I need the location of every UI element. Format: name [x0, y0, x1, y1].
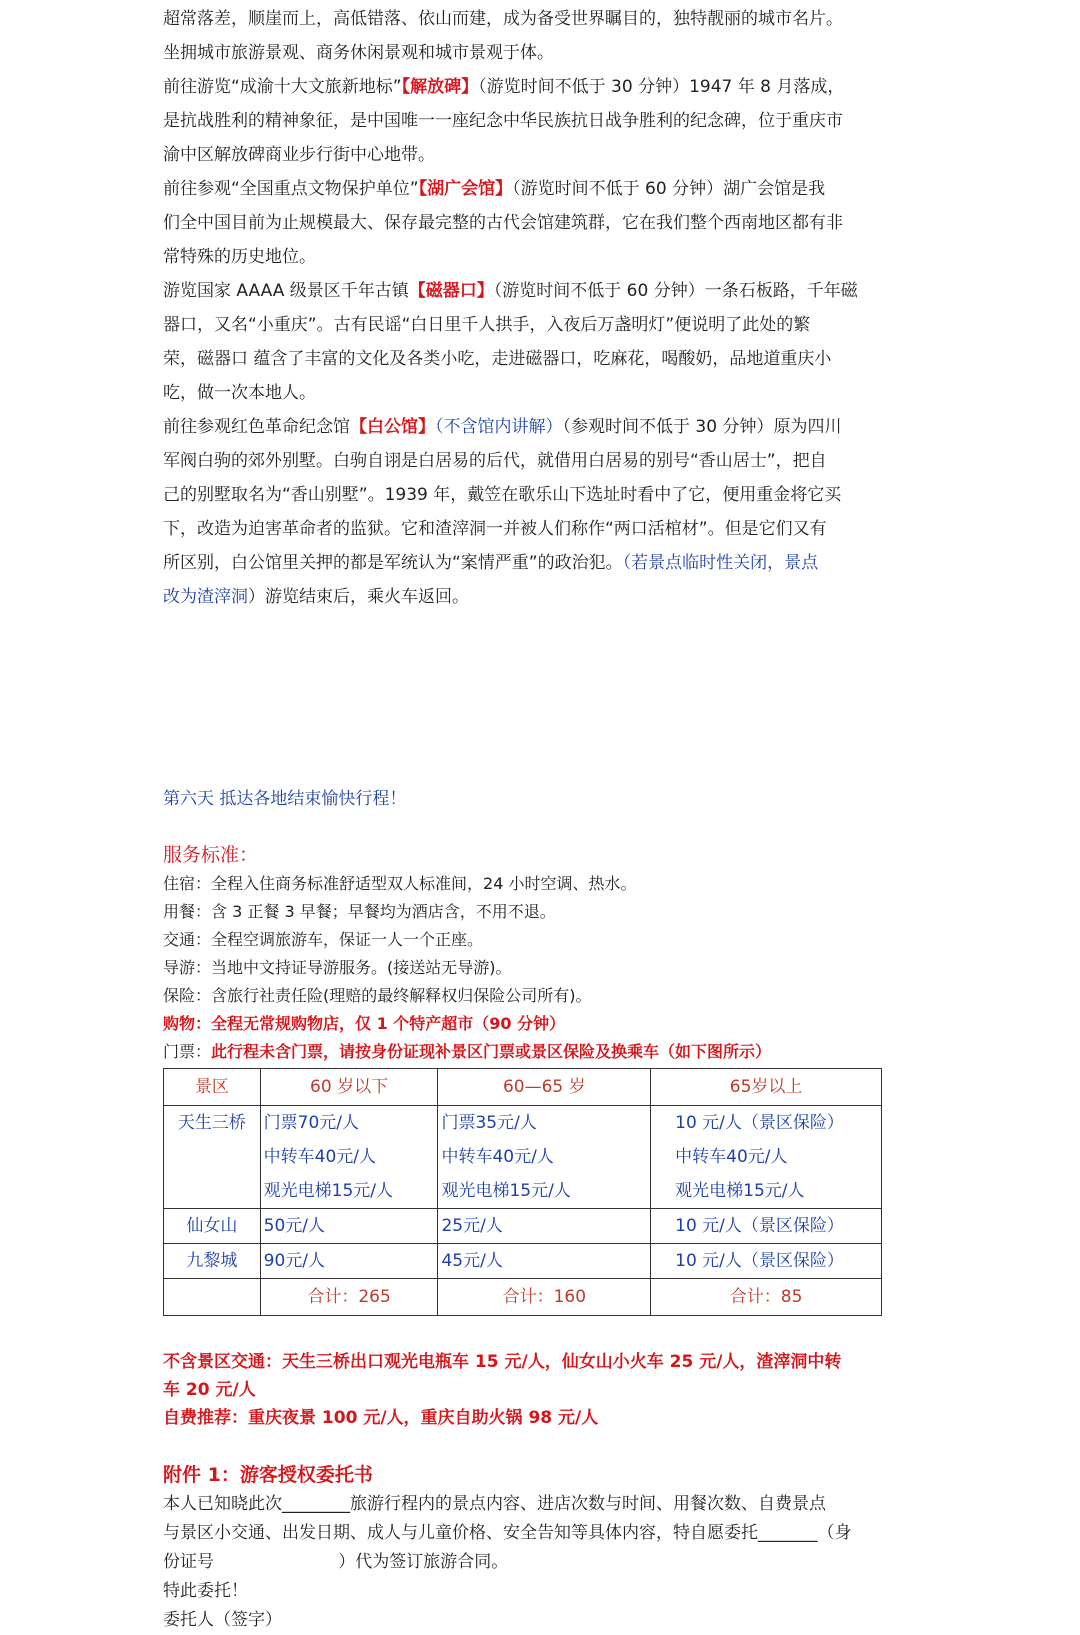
header-over-65: 65岁以上 [651, 1069, 882, 1106]
service-value: 含 3 正餐 3 早餐；早餐均为酒店含，不用不退。 [211, 902, 556, 921]
service-key: 保险： [163, 986, 212, 1005]
table-cell: 10 元/人（景区保险） [651, 1244, 882, 1279]
traffic-line-2: 车 20 元/人 [163, 1380, 256, 1400]
text-span: （参观时间不低于 30 分钟）原为四川 [562, 417, 842, 437]
table-total-row [164, 1279, 882, 1316]
day6-heading: 第六天 抵达各地结束愉快行程！ [163, 789, 407, 809]
annex-line: 份证号 ）代为签订旅游合同。 [163, 1552, 509, 1572]
cell-line: 门票35元/人 [441, 1113, 537, 1133]
table-row [164, 1209, 882, 1244]
ticket-note: 此行程未含门票，请按身份证现补景区门票或景区保险及换乘车（如下图所示） [211, 1042, 772, 1061]
header-site: 景区 [164, 1069, 261, 1106]
annex-body [163, 1490, 923, 1635]
service-value: 全程入住商务标准舒适型双人标准间，24 小时空调、热水。 [211, 874, 637, 893]
paragraph-baigongguan [163, 410, 923, 614]
text-span: （游览时间不低于 60 分钟）湖广会馆是我 [512, 179, 826, 199]
site-jiulicheng: 九黎城 [164, 1244, 261, 1279]
site-tianshengsanqiao: 天生三桥 [164, 1106, 261, 1209]
recommend-line: 自费推荐：重庆夜景 100 元/人，重庆自助火锅 98 元/人 [163, 1408, 599, 1428]
text-line [163, 172, 923, 206]
total-under-60: 合计：265 [260, 1279, 438, 1316]
cell-line: 门票70元/人 [263, 1113, 360, 1133]
text-line: 是抗战胜利的精神象征，是中国唯一一座纪念中华民族抗日战争胜利的纪念碑，位于重庆市 [163, 111, 843, 131]
ticket-line [163, 1038, 923, 1066]
total-over-65: 合计：85 [651, 1279, 882, 1316]
cell-line: 10 元/人（景区保险） [675, 1113, 844, 1133]
table-row [164, 1244, 882, 1279]
paragraph-huguang [163, 172, 923, 274]
text-line [163, 410, 923, 444]
annex-section [163, 1460, 923, 1635]
text-line: 荣，磁器口 蕴含了丰富的文化及各类小吃，走进磁器口，吃麻花，喝酸奶，品地道重庆小 [163, 349, 832, 369]
cell-line: 观光电梯15元/人 [263, 1181, 394, 1201]
spot-name-jiefangbei: 【解放碑】 [401, 77, 479, 97]
cell-line: 观光电梯15元/人 [441, 1181, 571, 1201]
cell-line: 观光电梯15元/人 [675, 1181, 805, 1201]
text-line [163, 546, 923, 580]
service-key: 导游： [163, 958, 212, 977]
text-line [163, 580, 923, 614]
text-line: 渝中区解放碑商业步行街中心地带。 [163, 145, 435, 165]
service-value: 含旅行社责任险(理赔的最终解释权归保险公司所有)。 [211, 986, 592, 1005]
site-xiannvshan: 仙女山 [164, 1209, 261, 1244]
fees-table [163, 1068, 882, 1316]
intro-section [163, 2, 923, 614]
text-line [163, 274, 923, 308]
spot-name-ciqikou: 【磁器口】 [408, 281, 494, 301]
service-section [163, 840, 923, 1066]
table-header-row [164, 1069, 882, 1106]
annex-signature-line: 委托人（签字） [163, 1610, 282, 1630]
extra-section [163, 1348, 923, 1432]
table-cell-empty [164, 1279, 261, 1316]
spot-name-baigongguan: 【白公馆】 [350, 417, 435, 437]
service-key: 住宿： [163, 874, 212, 893]
service-item [163, 870, 923, 898]
service-title: 服务标准： [163, 844, 259, 866]
table-cell: 50元/人 [260, 1209, 438, 1244]
table-cell: 25元/人 [438, 1209, 651, 1244]
table-cell: 90元/人 [260, 1244, 438, 1279]
text-span: （游览时间不低于 30 分钟）1947 年 8 月落成， [478, 77, 845, 97]
cell-line: 中转车40元/人 [263, 1147, 377, 1167]
table-cell [260, 1106, 438, 1209]
service-item [163, 954, 923, 982]
text-line: 超常落差，顺崖而上，高低错落、依山而建，成为备受世界瞩目的，独特靓丽的城市名片。 [163, 9, 843, 29]
text-line: 坐拥城市旅游景观、商务休闲景观和城市景观于体。 [163, 43, 554, 63]
spot-name-huguang: 【湖广会馆】 [418, 179, 513, 199]
service-value: 全程空调旅游车，保证一人一个正座。 [211, 930, 484, 949]
service-key: 用餐： [163, 902, 212, 921]
note-closure-end: 改为渣滓洞 [163, 587, 248, 607]
note-closure: （若景点临时性关闭，景点 [622, 553, 819, 573]
traffic-line: 不含景区交通：天生三桥出口观光电瓶车 15 元/人，仙女山小火车 25 元/人，渣滓洞中转 [163, 1352, 842, 1372]
text-line: 吃，做一次本地人。 [163, 383, 316, 403]
header-60-65: 60—65 岁 [438, 1069, 651, 1106]
text-span: （游览时间不低于 60 分钟）一条石板路，千年磁 [493, 281, 858, 301]
paragraph-jiefangbei [163, 70, 923, 172]
text-span: ）游览结束后，乘火车返回。 [248, 587, 469, 607]
text-span: 前往参观红色革命纪念馆 [163, 417, 350, 437]
note-no-guide: （不含馆内讲解） [435, 417, 563, 437]
paragraph-city-card [163, 2, 923, 70]
service-item [163, 926, 923, 954]
service-item [163, 982, 923, 1010]
service-item [163, 898, 923, 926]
table-cell [438, 1106, 651, 1209]
text-line: 们全中国目前为止规模最大、保存最完整的古代会馆建筑群，它在我们整个西南地区都有非 [163, 213, 843, 233]
service-key: 交通： [163, 930, 212, 949]
paragraph-ciqikou [163, 274, 923, 410]
total-60-65: 合计：160 [438, 1279, 651, 1316]
shopping-line: 购物：全程无常规购物店，仅 1 个特产超市（90 分钟） [163, 1014, 566, 1033]
text-line [163, 70, 923, 104]
text-span: 游览国家 AAAA 级景区千年古镇 [163, 281, 409, 301]
service-value: 当地中文持证导游服务。(接送站无导游)。 [211, 958, 512, 977]
annex-line: 与景区小交通、出发日期、成人与儿童价格、安全告知等具体内容，特自愿委托_______（身 [163, 1523, 852, 1543]
annex-line: 本人已知晓此次________旅游行程内的景点内容、进店次数与时间、用餐次数、自费景点 [163, 1494, 826, 1514]
service-key: 门票： [163, 1042, 212, 1061]
text-line: 器口，又名“小重庆”。古有民谣“白日里千人拱手，入夜后万盏明灯”便说明了此处的繁 [163, 315, 811, 335]
text-line: 己的别墅取名为“香山别墅”。1939 年，戴笠在歌乐山下选址时看中了它，便用重金将它买 [163, 485, 842, 505]
text-span: 所区别，白公馆里关押的都是军统认为“案情严重”的政治犯。 [163, 553, 623, 573]
text-line: 下，改造为迫害革命者的监狱。它和渣滓洞一并被人们称作“两口活棺材”。但是它们又有 [163, 519, 827, 539]
header-under-60: 60 岁以下 [260, 1069, 438, 1106]
text-span: 前往游览“成渝十大文旅新地标” [163, 77, 402, 97]
cell-line: 中转车40元/人 [441, 1147, 554, 1167]
annex-title: 附件 1：游客授权委托书 [163, 1464, 373, 1486]
table-cell: 45元/人 [438, 1244, 651, 1279]
text-span: 前往参观“全国重点文物保护单位” [163, 179, 419, 199]
table-row [164, 1106, 882, 1209]
text-line: 常特殊的历史地位。 [163, 247, 316, 267]
table-cell [651, 1106, 882, 1209]
table-cell: 10 元/人（景区保险） [651, 1209, 882, 1244]
annex-line: 特此委托！ [163, 1581, 248, 1601]
cell-line: 中转车40元/人 [675, 1147, 788, 1167]
text-line: 军阀白驹的郊外别墅。白驹自诩是白居易的后代，就借用白居易的别号“香山居士”，把自 [163, 451, 827, 471]
